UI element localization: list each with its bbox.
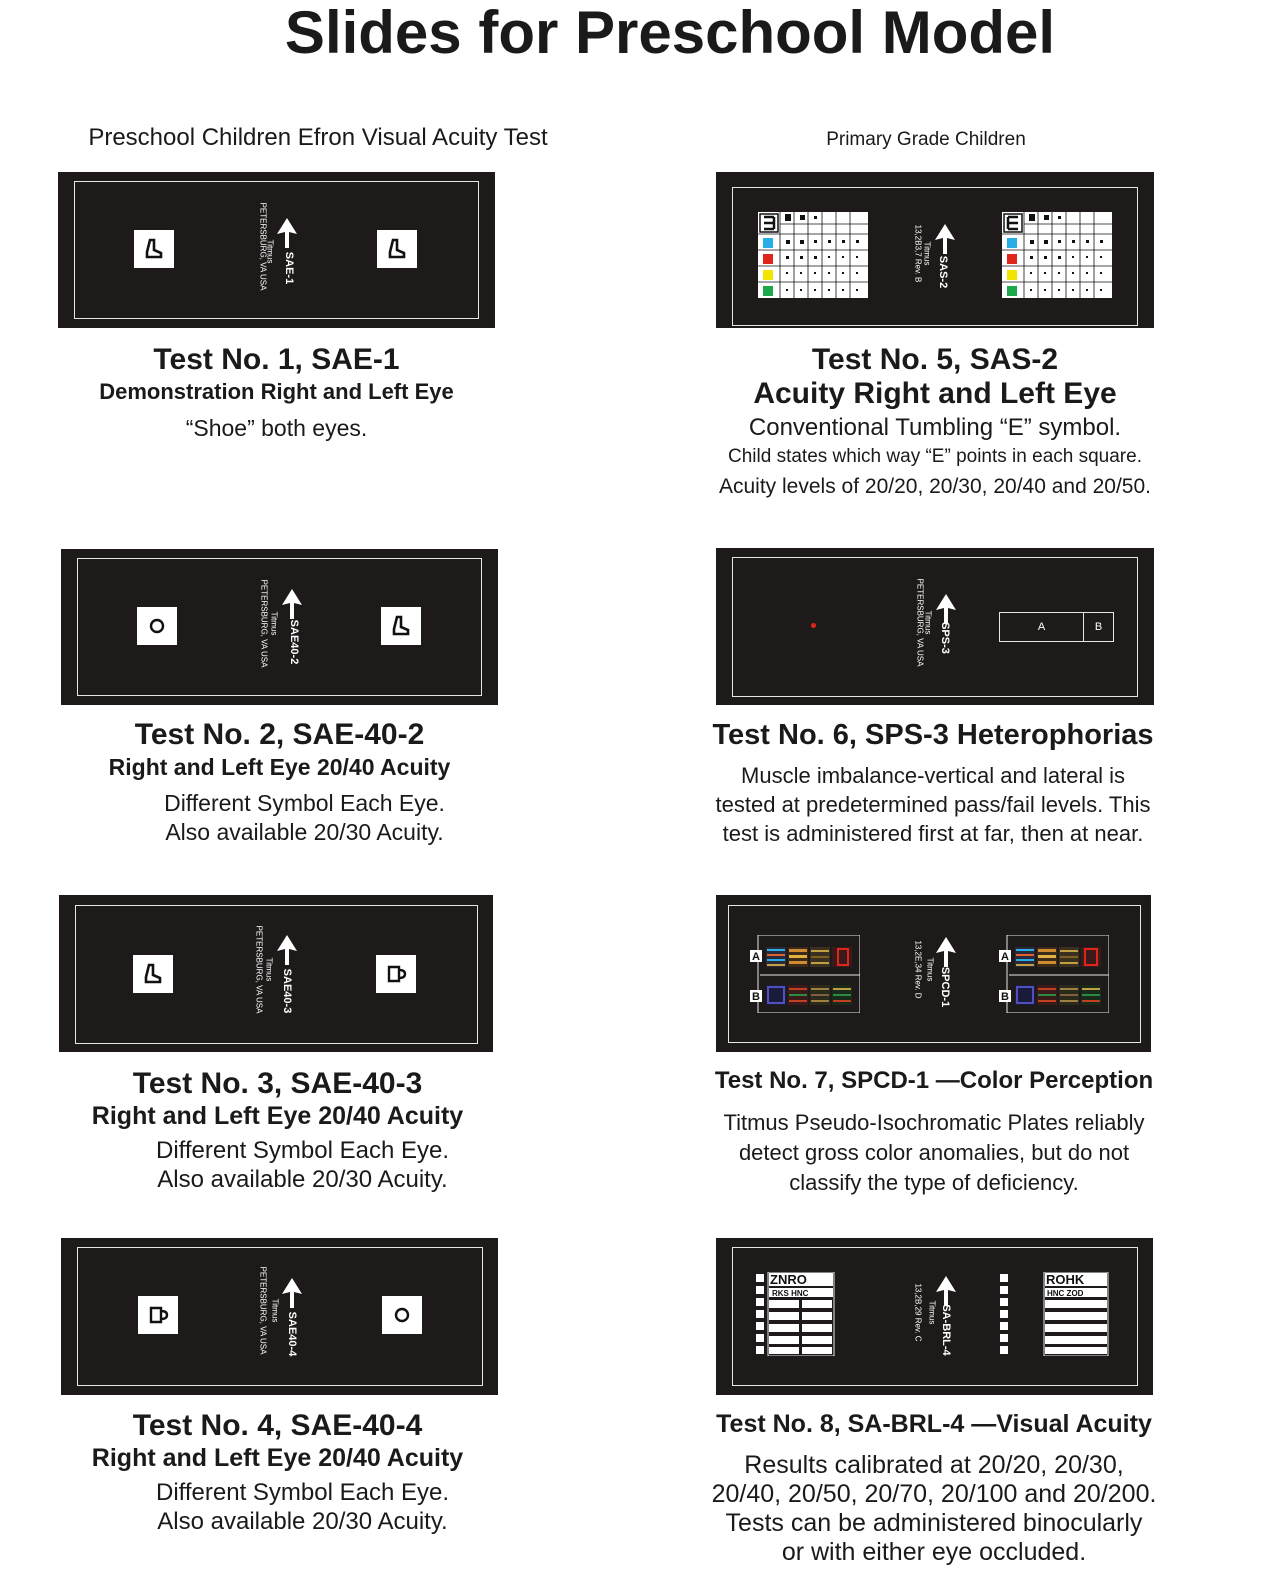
slide-maker: Titmus [923, 610, 933, 635]
caption-title: Test No. 4, SAE-40-4 [132, 1409, 423, 1442]
caption-title: Test No. 6, SPS-3 Heterophorias [712, 719, 1154, 751]
caption-desc-line: classify the type of deficiency. [789, 1170, 1079, 1195]
caption-subtitle: Right and Left Eye 20/40 Acuity [91, 1444, 464, 1472]
circle-icon [137, 607, 177, 645]
slide-maker: Titmus [269, 611, 279, 636]
slide-code: SA-BRL-4 [940, 1304, 952, 1356]
caption-title: Test No. 7, SPCD-1 —Color Perception [714, 1067, 1154, 1094]
color-plate-left [750, 935, 860, 1013]
caption-title: Test No. 3, SAE-40-3 [132, 1067, 423, 1100]
shoe-icon [134, 230, 174, 268]
cup-icon [138, 1296, 178, 1334]
slide-place: 13,2E,34 Rev. D [913, 940, 923, 999]
chart-line-2: HNC ZOD [1047, 1289, 1084, 1298]
chart-line-1: ZNRO [770, 1272, 807, 1287]
letter-chart-right [1000, 1272, 1110, 1356]
plate-row-label: A [752, 951, 760, 963]
phoria-box-a: A [999, 612, 1084, 642]
caption-desc-line: Also available 20/30 Acuity. [165, 819, 444, 845]
caption-test-5 [640, 343, 1230, 501]
caption-desc-line: 20/40, 20/50, 20/70, 20/100 and 20/200. [711, 1480, 1157, 1508]
caption-subtitle: Acuity Right and Left Eye [753, 377, 1117, 410]
slide-place: PETERSBURG, VA USA [259, 579, 269, 668]
column-heading-left: Preschool Children Efron Visual Acuity Test [88, 124, 548, 151]
slide-place: 13,2B3,7 Rev. B [913, 224, 923, 283]
slide-place: PETERSBURG, VA USA [258, 202, 268, 291]
plate-row-label: B [752, 991, 760, 1003]
slide-sae-1 [58, 172, 495, 328]
color-plate-right [999, 935, 1109, 1013]
slide-maker: Titmus [927, 1300, 937, 1325]
caption-desc-line: Titmus Pseudo-Isochromatic Plates reliably [723, 1110, 1145, 1135]
cup-icon [376, 955, 416, 993]
slide-maker: Titmus [270, 1298, 280, 1323]
caption-test-2 [61, 718, 498, 847]
slide-maker: Titmus [265, 239, 275, 264]
circle-icon [382, 1296, 422, 1334]
fixation-dot [811, 623, 816, 628]
caption-test-6 [640, 718, 1226, 848]
slide-sae-40-3 [59, 895, 493, 1052]
caption-desc-line: Different Symbol Each Eye. [155, 1479, 450, 1506]
caption-desc-line: Muscle imbalance-vertical and lateral is [741, 763, 1125, 788]
caption-title: Test No. 1, SAE-1 [153, 343, 400, 376]
caption-subtitle: Right and Left Eye 20/40 Acuity [108, 754, 451, 780]
slide-code: SAE40-2 [288, 619, 300, 665]
phoria-box-b: B [1083, 612, 1114, 642]
caption-test-8 [640, 1409, 1228, 1567]
caption-desc-line: Also available 20/30 Acuity. [157, 1166, 448, 1193]
caption-test-3 [59, 1067, 496, 1194]
caption-desc-line: tested at predetermined pass/fail levels. This [715, 792, 1151, 817]
acuity-chart-right [1002, 212, 1112, 298]
slide-maker: Titmus [925, 957, 935, 982]
shoe-icon [133, 955, 173, 993]
caption-desc-line: or with either eye occluded. [781, 1538, 1087, 1566]
slide-code: SAS-2 [937, 255, 949, 289]
caption-desc-line: Different Symbol Each Eye. [155, 1137, 450, 1164]
caption-test-7 [640, 1066, 1228, 1197]
shoe-icon [377, 230, 417, 268]
slide-maker: Titmus [264, 957, 274, 982]
caption-title: Test No. 8, SA-BRL-4 —Visual Acuity [716, 1410, 1152, 1438]
caption-desc-line: detect gross color anomalies, but do not [738, 1140, 1130, 1165]
chart-line-2: RKS HNC [772, 1289, 809, 1298]
slide-sae-40-2 [61, 549, 498, 705]
slide-sa-brl-4 [716, 1238, 1153, 1395]
acuity-chart-left [758, 212, 868, 298]
chart-line-1: ROHK [1046, 1272, 1085, 1287]
caption-desc-line: Conventional Tumbling “E” symbol. [748, 414, 1122, 441]
slide-place: PETERSBURG, VA USA [258, 1266, 268, 1355]
caption-desc: “Shoe” both eyes. [185, 415, 368, 441]
caption-subtitle: Right and Left Eye 20/40 Acuity [91, 1102, 464, 1130]
caption-title: Test No. 2, SAE-40-2 [134, 718, 425, 751]
slide-code: SAE40-3 [281, 968, 293, 1014]
slide-sae-40-4 [61, 1238, 498, 1395]
letter-chart-left [756, 1272, 836, 1356]
plate-row-label: B [1001, 991, 1009, 1003]
caption-desc-line: Different Symbol Each Eye. [164, 790, 445, 816]
slide-code: SPCD-1 [939, 966, 951, 1008]
caption-title: Test No. 5, SAS-2 [811, 343, 1059, 376]
slide-place: PETERSBURG, VA USA [915, 578, 925, 667]
slide-sps-3 [716, 548, 1154, 705]
shoe-icon [381, 607, 421, 645]
slide-place: PETERSBURG, VA USA [254, 925, 264, 1014]
caption-desc-line: Tests can be administered binocularly [725, 1509, 1143, 1537]
slide-code: SAE40-4 [286, 1311, 298, 1357]
slide-code: SAE-1 [283, 251, 295, 285]
plate-row-label: A [1001, 951, 1009, 963]
slide-maker: Titmus [922, 241, 932, 266]
caption-subtitle: Demonstration Right and Left Eye [99, 379, 454, 404]
slide-code: SPS-3 [939, 622, 951, 654]
slide-spcd-1 [716, 895, 1151, 1052]
caption-desc-line: Acuity levels of 20/20, 20/30, 20/40 and 20/50. [719, 475, 1151, 498]
slide-sas-2 [716, 172, 1154, 328]
column-heading-right: Primary Grade Children [826, 129, 1026, 150]
caption-desc-line: Child states which way “E” points in each square. [728, 446, 1142, 467]
caption-desc-line: test is administered first at far, then at near. [722, 821, 1144, 846]
caption-desc-line: Also available 20/30 Acuity. [157, 1508, 448, 1535]
page-title: Slides for Preschool Model [284, 0, 1056, 66]
caption-desc-line: Results calibrated at 20/20, 20/30, [744, 1451, 1124, 1479]
caption-test-4 [59, 1409, 496, 1536]
slide-place: 13,2B,29 Rev. C [913, 1283, 923, 1342]
caption-test-1 [58, 343, 495, 443]
